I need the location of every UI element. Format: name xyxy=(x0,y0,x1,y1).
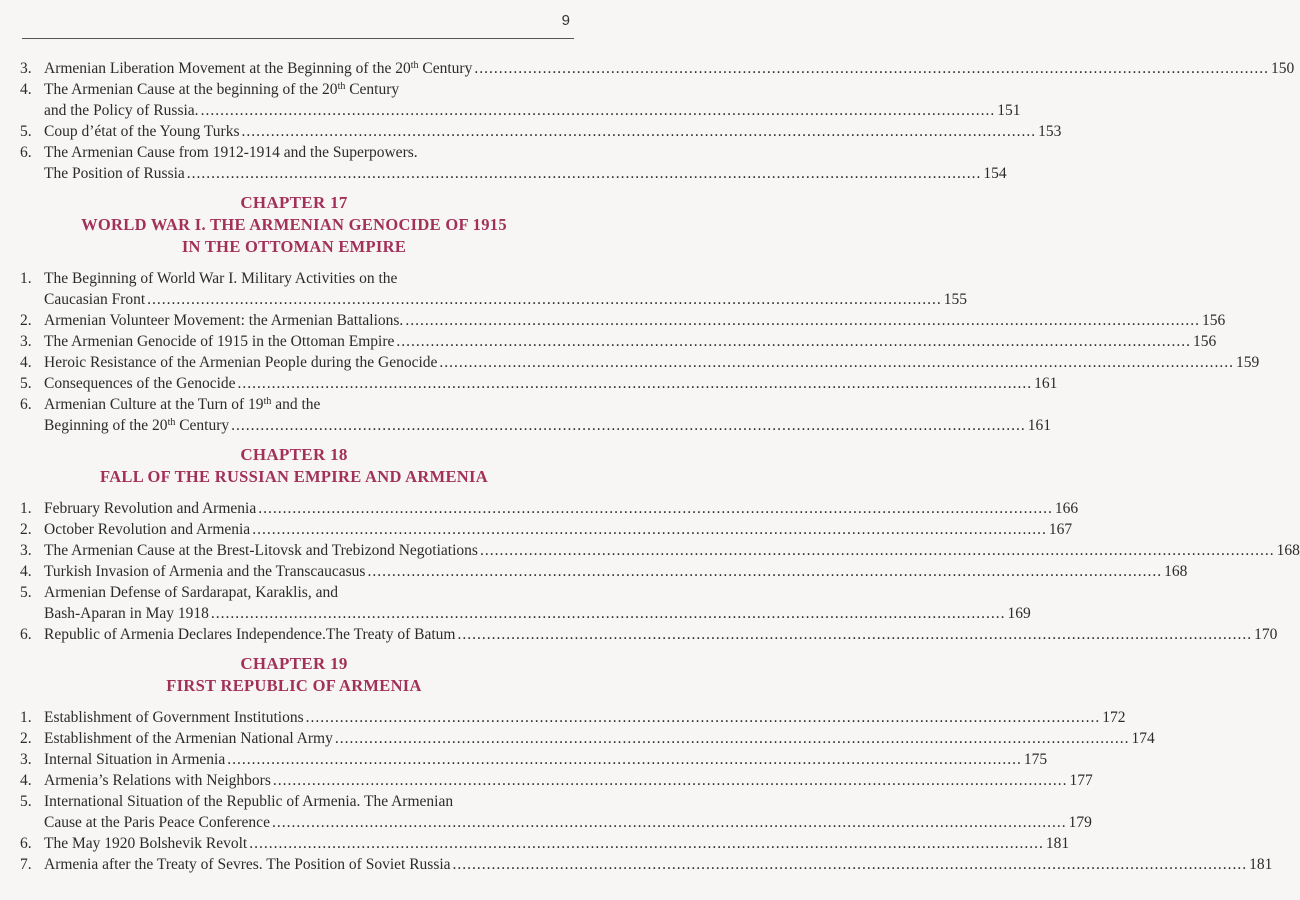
page-ref[interactable]: 156 xyxy=(1193,333,1217,350)
chapter-title: FIRST REPUBLIC OF ARMENIA xyxy=(166,676,422,695)
entry-line xyxy=(44,519,1072,540)
header-rule xyxy=(22,38,574,39)
dot-leader xyxy=(211,603,1006,624)
chapter-heading: CHAPTER 17 xyxy=(240,193,348,212)
entry-number: 2. xyxy=(20,312,32,329)
entry-line xyxy=(44,728,1155,749)
entry-number: 5. xyxy=(20,123,32,140)
page-ref[interactable]: 175 xyxy=(1023,751,1048,768)
entry-title xyxy=(44,770,271,791)
dot-leader xyxy=(405,310,1200,331)
page-ref[interactable]: 161 xyxy=(1034,375,1058,392)
entry-title-text: The May 1920 Bolshevik Revolt xyxy=(44,835,248,852)
entry-number: 1. xyxy=(20,270,32,287)
entry-title-text: The Position of Russia xyxy=(44,165,185,182)
toc-entry[interactable] xyxy=(20,142,1007,184)
ordinal-suffix: th xyxy=(337,81,346,92)
entry-title-text: Internal Situation in Armenia xyxy=(44,751,226,768)
entry-title xyxy=(44,728,333,749)
toc-entry[interactable] xyxy=(20,352,1260,373)
entry-title-text: Coup d’état of the Young Turks xyxy=(44,123,240,140)
entry-number: 4. xyxy=(20,354,32,371)
entry-title-text: Bash-Aparan in May 1918 xyxy=(44,605,209,622)
dot-leader xyxy=(306,707,1101,728)
entry-line xyxy=(44,58,1294,79)
chapter-header xyxy=(20,653,568,697)
toc-entry[interactable] xyxy=(20,624,1278,645)
dot-leader xyxy=(201,100,996,121)
toc-entry[interactable] xyxy=(20,58,1295,79)
ordinal-suffix: th xyxy=(410,60,419,71)
dot-leader xyxy=(474,58,1269,79)
entry-number: 2. xyxy=(20,730,32,747)
entry-title-text: International Situation of the Republic of Armenia. The Armenian xyxy=(44,793,454,810)
dot-leader xyxy=(335,728,1130,749)
toc-entry[interactable] xyxy=(20,310,1226,331)
entry-title xyxy=(44,121,240,142)
entry-line xyxy=(44,79,1020,100)
entry-title xyxy=(44,791,453,812)
entry-number: 7. xyxy=(20,856,32,873)
entry-line xyxy=(44,331,1216,352)
toc-entry[interactable] xyxy=(20,749,1048,770)
dot-leader xyxy=(249,833,1044,854)
entry-number: 4. xyxy=(20,772,32,789)
page-ref[interactable]: 167 xyxy=(1048,521,1073,538)
table-of-contents xyxy=(20,58,1300,875)
entry-title xyxy=(44,352,437,373)
entry-number: 5. xyxy=(20,375,32,392)
entry-line xyxy=(44,833,1069,854)
entry-line xyxy=(44,498,1078,519)
toc-entry[interactable] xyxy=(20,268,968,310)
entry-title xyxy=(44,498,256,519)
entry-title-text: The Armenian Genocide of 1915 in the Ottoman Empire xyxy=(44,333,395,350)
entry-title-text: Establishment of the Armenian National Army xyxy=(44,730,333,747)
entry-title-text: The Armenian Cause at the beginning of the 20 xyxy=(44,81,338,98)
entry-title-text: Republic of Armenia Declares Independence.The Treaty of Batum xyxy=(44,626,456,643)
entry-number: 1. xyxy=(20,709,32,726)
page-ref[interactable]: 150 xyxy=(1270,60,1295,77)
entry-title-text: The Armenian Cause from 1912-1914 and the Superpowers. xyxy=(44,144,418,161)
entry-title-text: Armenian Defense of Sardarapat, Karaklis, and xyxy=(44,584,338,601)
entry-line xyxy=(44,352,1259,373)
entry-line xyxy=(44,394,1051,415)
entry-line xyxy=(44,540,1300,561)
page-ref[interactable]: 179 xyxy=(1068,814,1092,831)
toc-entry[interactable] xyxy=(20,498,1079,519)
entry-line xyxy=(44,373,1057,394)
entry-title-text: Armenian Culture at the Turn of 19 xyxy=(44,396,264,413)
toc-entry[interactable] xyxy=(20,79,1021,121)
dot-leader xyxy=(258,498,1053,519)
page-ref[interactable]: 159 xyxy=(1236,354,1260,371)
ordinal-suffix: th xyxy=(167,417,176,428)
entry-title-text: and the xyxy=(271,396,321,413)
chapter-header xyxy=(20,444,568,488)
page-ref[interactable]: 168 xyxy=(1164,563,1188,580)
page-ref[interactable]: 170 xyxy=(1254,626,1278,643)
page-ref[interactable]: 166 xyxy=(1054,500,1079,517)
entry-title xyxy=(44,582,338,603)
entry-title xyxy=(44,373,236,394)
toc-entry[interactable] xyxy=(20,561,1188,582)
entry-title-text: Century xyxy=(175,417,230,434)
dot-leader xyxy=(457,624,1252,645)
page-ref[interactable]: 181 xyxy=(1249,856,1273,873)
toc-entry[interactable] xyxy=(20,770,1093,791)
dot-leader xyxy=(396,331,1191,352)
entry-title xyxy=(44,707,304,728)
entry-number: 6. xyxy=(20,835,32,852)
entry-title-text: The Beginning of World War I. Military Activities on the xyxy=(44,270,398,287)
entry-line xyxy=(44,791,1092,812)
toc-entry[interactable] xyxy=(20,121,1062,142)
dot-leader xyxy=(147,289,942,310)
entry-number: 5. xyxy=(20,584,32,601)
entry-title-text: Armenian Volunteer Movement: the Armenian Battalions. xyxy=(44,312,404,329)
entry-line xyxy=(44,749,1047,770)
entry-title xyxy=(44,331,394,352)
page-ref[interactable]: 181 xyxy=(1045,835,1070,852)
entry-number: 2. xyxy=(20,521,32,538)
entry-title-text: and the Policy of Russia. xyxy=(44,102,199,119)
entry-title xyxy=(44,624,455,645)
dot-leader xyxy=(238,373,1033,394)
toc-entry[interactable] xyxy=(20,394,1052,436)
entry-line xyxy=(44,163,1007,184)
toc-entry[interactable] xyxy=(20,540,1300,561)
entry-title xyxy=(44,749,225,770)
entry-line xyxy=(44,121,1061,142)
entry-title xyxy=(44,289,145,310)
chapter-title: FALL OF THE RUSSIAN EMPIRE AND ARMENIA xyxy=(100,467,488,486)
page-ref[interactable]: 172 xyxy=(1102,709,1126,726)
dot-leader xyxy=(187,163,982,184)
toc-entry[interactable] xyxy=(20,854,1273,875)
entry-title-text: Armenia after the Treaty of Sevres. The Position of Soviet Russia xyxy=(44,856,451,873)
entry-line xyxy=(44,770,1093,791)
entry-number: 6. xyxy=(20,396,32,413)
toc-entry[interactable] xyxy=(20,331,1217,352)
entry-title xyxy=(44,142,418,163)
entry-number: 4. xyxy=(20,81,32,98)
entry-line xyxy=(44,707,1125,728)
toc-entry[interactable] xyxy=(20,791,1092,833)
entry-number: 3. xyxy=(20,333,32,350)
entry-title-text: Caucasian Front xyxy=(44,291,146,308)
entry-title xyxy=(44,519,250,540)
page-ref[interactable]: 155 xyxy=(943,291,968,308)
toc-entry[interactable] xyxy=(20,519,1073,540)
entry-line xyxy=(44,100,1020,121)
page-ref[interactable]: 153 xyxy=(1038,123,1062,140)
chapter-header xyxy=(20,192,568,258)
entry-title-text: February Revolution and Armenia xyxy=(44,500,257,517)
entry-title-text: Century xyxy=(418,60,473,77)
toc-entry[interactable] xyxy=(20,582,1031,624)
dot-leader xyxy=(367,561,1162,582)
dot-leader xyxy=(252,519,1047,540)
entry-number: 3. xyxy=(20,542,32,559)
entry-line xyxy=(44,603,1031,624)
entry-title xyxy=(44,415,229,436)
entry-title xyxy=(44,58,472,79)
entry-title xyxy=(44,394,320,415)
dot-leader xyxy=(453,854,1248,875)
dot-leader xyxy=(439,352,1234,373)
entry-title xyxy=(44,833,247,854)
entry-title-text: The Armenian Cause at the Brest-Litovsk and Trebizond Negotiations xyxy=(44,542,478,559)
page-ref[interactable]: 156 xyxy=(1201,312,1226,329)
entry-title xyxy=(44,540,478,561)
entry-title xyxy=(44,79,399,100)
entry-number: 4. xyxy=(20,563,32,580)
entry-line xyxy=(44,582,1031,603)
dot-leader xyxy=(242,121,1037,142)
chapter-title: IN THE OTTOMAN EMPIRE xyxy=(181,237,407,256)
dot-leader xyxy=(272,812,1067,833)
entry-title-text: Armenian Liberation Movement at the Beginning of the 20 xyxy=(44,60,411,77)
entry-number: 6. xyxy=(20,144,32,161)
toc-entry[interactable] xyxy=(20,833,1070,854)
entry-line xyxy=(44,289,967,310)
entry-title-text: Heroic Resistance of the Armenian People during the Genocide xyxy=(44,354,438,371)
entry-line xyxy=(44,624,1277,645)
toc-entry[interactable] xyxy=(20,707,1126,728)
entry-title xyxy=(44,163,185,184)
chapter-heading: CHAPTER 18 xyxy=(240,445,348,464)
ordinal-suffix: th xyxy=(263,396,272,407)
entry-number: 3. xyxy=(20,60,32,77)
chapter-title: WORLD WAR I. THE ARMENIAN GENOCIDE OF 1915 xyxy=(81,215,507,234)
entry-title-text: Consequences of the Genocide xyxy=(44,375,236,392)
entry-line xyxy=(44,812,1092,833)
page-ref[interactable]: 154 xyxy=(983,165,1007,182)
entry-line xyxy=(44,415,1051,436)
entry-title-text: Century xyxy=(345,81,400,98)
entry-title xyxy=(44,310,403,331)
dot-leader xyxy=(227,749,1022,770)
entry-line xyxy=(44,142,1007,163)
entry-line xyxy=(44,854,1272,875)
entry-line xyxy=(44,310,1225,331)
entry-line xyxy=(44,561,1187,582)
entry-title-text: Cause at the Paris Peace Conference xyxy=(44,814,270,831)
entry-number: 3. xyxy=(20,751,32,768)
entry-title xyxy=(44,561,365,582)
dot-leader xyxy=(273,770,1068,791)
entry-title-text: Turkish Invasion of Armenia and the Transcaucasus xyxy=(44,563,366,580)
page-number: 9 xyxy=(561,12,570,29)
entry-number: 1. xyxy=(20,500,32,517)
toc-entry[interactable] xyxy=(20,373,1058,394)
page-ref[interactable]: 151 xyxy=(997,102,1021,119)
entry-title xyxy=(44,603,209,624)
entry-title xyxy=(44,268,397,289)
entry-number: 5. xyxy=(20,793,32,810)
dot-leader xyxy=(231,415,1026,436)
page-ref[interactable]: 168 xyxy=(1276,542,1300,559)
entry-title xyxy=(44,812,270,833)
entry-title-text: Beginning of the 20 xyxy=(44,417,168,434)
entry-title-text: October Revolution and Armenia xyxy=(44,521,251,538)
entry-title-text: Establishment of Government Institutions xyxy=(44,709,304,726)
entry-title xyxy=(44,100,199,121)
chapter-heading: CHAPTER 19 xyxy=(240,654,348,673)
page-ref[interactable]: 174 xyxy=(1131,730,1155,747)
dot-leader xyxy=(480,540,1275,561)
page-ref[interactable]: 177 xyxy=(1069,772,1093,789)
entry-title xyxy=(44,854,451,875)
page-ref[interactable]: 161 xyxy=(1027,417,1052,434)
entry-title-text: Armenia’s Relations with Neighbors xyxy=(44,772,271,789)
page-ref[interactable]: 169 xyxy=(1007,605,1031,622)
toc-entry[interactable] xyxy=(20,728,1155,749)
entry-number: 6. xyxy=(20,626,32,643)
entry-line xyxy=(44,268,967,289)
